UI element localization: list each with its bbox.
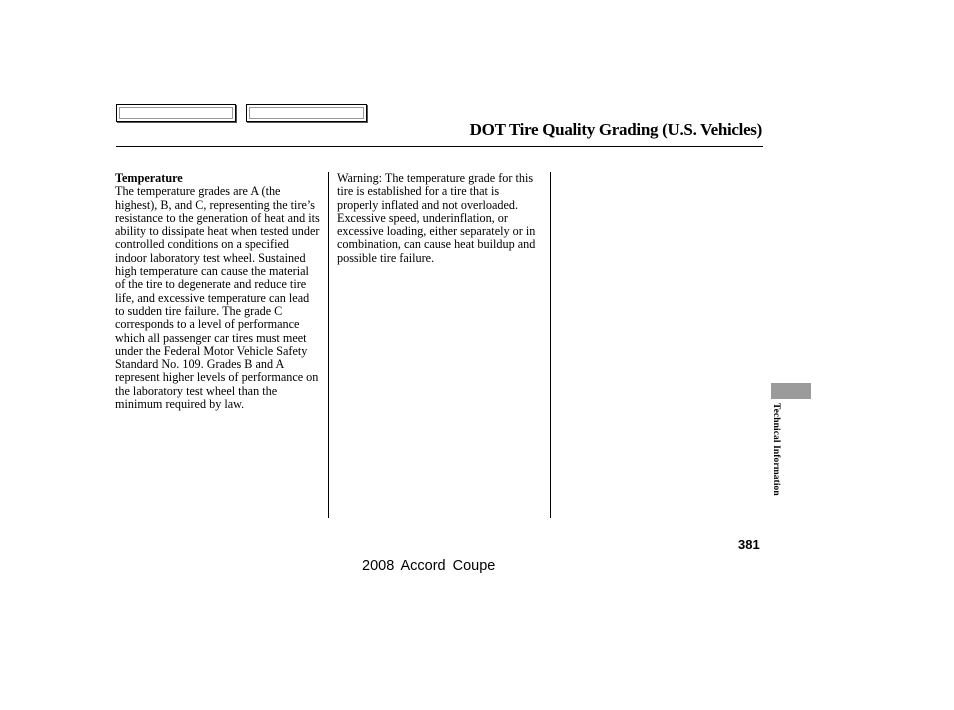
content-column-1 xyxy=(115,172,321,411)
page-number: 381 xyxy=(738,537,760,552)
next-page-button[interactable] xyxy=(246,104,367,122)
section-tab[interactable] xyxy=(771,383,811,399)
page-title: DOT Tire Quality Grading (U.S. Vehicles) xyxy=(469,120,762,139)
section-heading: Temperature xyxy=(115,171,183,185)
next-page-button-frame xyxy=(249,107,364,119)
column-divider-1 xyxy=(328,172,329,518)
content-column-2 xyxy=(337,172,543,265)
temperature-warning: Warning: The temperature grade for this tire is established for a tire that is properly inflated and not overloaded. Excessive speed, underinflation, or excessive loading, either separately or in combination, can cause heat buildup and possible tire failure. xyxy=(337,171,536,265)
column-divider-2 xyxy=(550,172,551,518)
title-divider xyxy=(116,146,763,147)
footer-model: 2008 Accord Coupe xyxy=(362,558,496,574)
section-label: Technical Information xyxy=(771,403,781,496)
previous-page-button[interactable] xyxy=(116,104,236,122)
temperature-description: The temperature grades are A (the highest), B, and C, representing the tire’s resistance to the generation of heat and its ability to dissipate heat when tested under controlled conditions on a specified indoor laboratory test wheel. Sustained high temperature can cause the material of the tire to degenerate and reduce tire life, and excessive temperature can lead to sudden tire failure. The grade C corresponds to a level of performance which all passenger car tires must meet under the Federal Motor Vehicle Safety Standard No. 109. Grades B and A represent higher levels of performance on the laboratory test wheel than the minimum required by law. xyxy=(115,184,320,412)
previous-page-button-frame xyxy=(119,107,233,119)
